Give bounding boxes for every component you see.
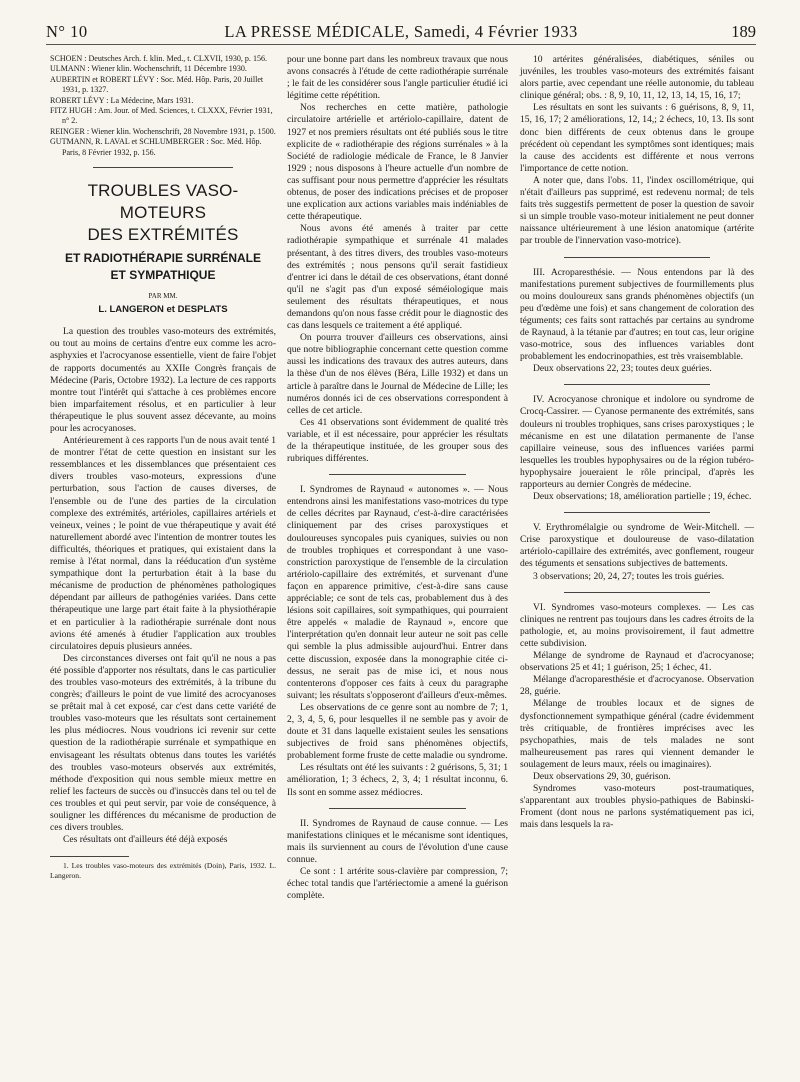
byline-prefix: PAR MM.: [148, 292, 178, 301]
paragraph: A noter que, dans l'obs. 11, l'index oscillométrique, qui n'était d'ailleurs pas supprimé, est redevenu normal; de tels faits très suggestifs permettent de poser la question de savoir si un simple trouble vaso-moteur initialement ne peut donner naissance ultérieurement à une lésion anatomique (artérite par trouble de l'innervation vaso-motrice).: [520, 174, 754, 247]
footnote-rule: [50, 856, 129, 857]
section-complex-syndromes: VI. Syndromes vaso-moteurs complexes. — Les cas cliniques ne rentrent pas toujours dans les cadres étroits de la pathologie, et, au moins provisoirement, il faut admettre cette subdivision.: [520, 601, 754, 649]
section-raynaud-autonomous: I. Syndromes de Raynaud « autonomes ». — Nous entendrons ainsi les manifestations vaso-motrices du type de celles décrites par Raynaud, c'est-à-dire caractérisées cliniquement par des crises paroxystiques et douloureuses syncopales puis cyaniques, suivies ou non de troubles trophiques et correspondant à une vaso-constriction paroxystique de l'ensemble de la circulation artériolo-capillaire des extrémités, et survenant d'une façon en apparence primitive, c'est-à-dire sans cause appréciable; ce sont de tels cas, probablement dus à des lésions soit capillaires, soit sympathiques, qui pourraient être appelés « maladie de Raynaud », encore que l'interprétation qu'en donnait leur auteur ne soit pas celle qui semble la plus admissible aujourd'hui. Entrer dans cette discussion, exposée dans la monographie citée ci-dessus, ne serait pas de mise ici, et nous nous contenterons d'opposer ces faits à ceux du paragraphe suivant; les résultats s'opposeront d'ailleurs d'eux-mêmes.: [287, 484, 508, 701]
reference-item: ULMANN : Wiener klin. Wochenschrift, 11 Décembre 1930.: [50, 64, 247, 74]
paragraph: Deux observations 29, 30, guérison.: [533, 770, 671, 782]
article-authors: L. LANGERON et DESPLATS: [98, 304, 228, 316]
section-divider: [564, 592, 709, 593]
running-header: [46, 18, 756, 45]
separator-rule: [93, 167, 233, 168]
column-2: [287, 54, 508, 902]
reference-item: SCHOEN : Deutsches Arch. f. klin. Med., t. CLXVII, 1930, p. 156.: [50, 54, 268, 63]
paragraph: Nos recherches en cette matière, pathologie circulatoire artérielle et artériolo-capillaire, datent de 1927 et nos premiers résultats ont été publiés sous le titre explicite de « radiothérapie des régions surrénales » à la Société de radiologie médicale de France, le 8 Janvier 1929 ; nous disposons à l'heure actuelle d'un nombre de cas suffisant pour nous permettre d'apprécier les résultats obtenus, de poser des indications précises et de proposer une explication aux actions variables mais indéniables de cette thérapeutique.: [287, 102, 508, 223]
page-number: 189: [731, 22, 756, 41]
reference-item: FITZ HUGH : Am. Jour. of Med. Sciences, t. CLXXX, Février 1931, n° 2.: [50, 106, 273, 126]
reference-item: ROBERT LÉVY : La Médecine, Mars 1931.: [50, 95, 194, 105]
article-subtitle-line-2: ET SYMPATHIQUE: [110, 268, 216, 283]
paragraph: Les résultats ont été les suivants : 2 guérisons, 5, 31; 1 amélioration, 1; 3 échecs, 2, 3, 4; 1 résultat inconnu, 6. Ils sont en somme assez médiocres.: [287, 762, 508, 798]
article-title-line-1: TROUBLES VASO-MOTEURS: [87, 181, 239, 223]
section-divider: [329, 808, 466, 809]
section-divider: [564, 384, 709, 385]
article-title-line-2: DES EXTRÉMITÉS: [87, 225, 239, 245]
article-subtitle-line-1: ET RADIOTHÉRAPIE SURRÉNALE: [64, 251, 261, 266]
reference-item: GUTMANN, R. LAVAL et SCHLUMBERGER : Soc. Méd. Hôp. Paris, 8 Février 1932, p. 156.: [50, 137, 262, 157]
section-divider: [564, 512, 709, 513]
paragraph: Ce sont : 1 artérite sous-clavière par compression, 7; échec total tandis que l'artériectomie a amené la guérison complète.: [287, 866, 508, 902]
column-1: [50, 54, 276, 881]
section-divider: [329, 474, 466, 475]
paragraph: 3 observations; 20, 24, 27; toutes les trois guéries.: [533, 570, 725, 582]
reference-item: AUBERTIN et ROBERT LÉVY : Soc. Méd. Hôp. Paris, 20 Juillet 1931, p. 1327.: [50, 74, 264, 95]
section-erythromelalgia: V. Erythromélalgie ou syndrome de Weir-Mitchell. — Crise paroxystique et douloureuse de vaso-dilatation artériolo-capillaire des extrémités, avec gonflement, rougeur des téguments et sensations subjectives de battements.: [520, 522, 754, 570]
paragraph: Ces résultats ont d'ailleurs été déjà exposés: [63, 834, 228, 846]
paragraph: pour une bonne part dans les nombreux travaux que nous avons consacrés à l'étude de cette radiothérapie surrénale ; le fait de les considérer sous l'angle particulier étudié ici légitime cette répétition.: [287, 54, 508, 102]
section-acroparesthesia: III. Acroparesthésie. — Nous entendons par là des manifestations purement subjectives de fourmillements plus ou moins douloureux sans grands phénomènes objectifs (un peu d'œdème une fois) et sans changement de coloration des téguments; ces faits sont rattachés par certains au syndrome de Raynaud, à la tétanie par d'autres; en tout cas, leur origine vaso-motrice, sous des influences variables dont probablement les endocrinopathies, est très vraisemblable.: [520, 266, 754, 363]
paragraph: Deux observations 22, 23; toutes deux guéries.: [533, 363, 712, 375]
section-raynaud-known-cause: II. Syndromes de Raynaud de cause connue. — Les manifestations cliniques et le mécanisme sont identiques, mais ils surviennent au cours de l'évolution d'une cause connue.: [287, 817, 508, 865]
issue-number: N° 10: [46, 22, 88, 41]
paragraph: Mélange de syndrome de Raynaud et d'acrocyanose; observations 25 et 41; 1 guérison, 25; 1 échec, 41.: [520, 650, 754, 674]
footnote: 1. Les troubles vaso-moteurs des extrémités (Doin), Paris, 1932. L. Langeron.: [50, 861, 276, 881]
column-3: [520, 54, 754, 831]
paragraph: Ces 41 observations sont évidemment de qualité très variable, et il est nécessaire, pour apprécier les résultats de la thérapeutique instituée, de les grouper sous des rubriques différentes.: [287, 416, 508, 465]
journal-title-date: LA PRESSE MÉDICALE, Samedi, 4 Février 1933: [224, 22, 578, 41]
paragraph: 10 artérites généralisées, diabétiques, séniles ou juvéniles, les troubles vaso-moteurs des extrémités faisant alors partie, avec cependant une réelle autonomie, du tableau clinique général; obs. : 8, 9, 10, 11, 12, 13, 14, 15, 16, 17;: [520, 54, 754, 102]
paragraph: Les observations de ce genre sont au nombre de 7; 1, 2, 3, 4, 5, 6, pour lesquelles il ne semble pas y avoir de doute et 31 dans laquelle existaient seules les sensations subjectives de froid sans phénomènes objectifs, probablement forme fruste de cette maladie ou syndrome.: [287, 701, 508, 762]
reference-item: REINGER : Wiener klin. Wochenschrift, 28 Novembre 1931, p. 1500.: [50, 126, 276, 136]
paragraph: Mélange d'acroparesthésie et d'acrocyanose. Observation 28, guérie.: [520, 674, 754, 698]
paragraph: Des circonstances diverses ont fait qu'il ne nous a pas été possible d'apporter nos résultats, dans le cas particulier des troubles vaso-moteurs des extrémités, à la tribune du congrès; d'ailleurs le point de vue limité des acrocyanoses se prêtait mal à cet exposé, car c'est dans cette variété de troubles vaso-moteurs que les résultats sont certainement les plus médiocres. Nous voudrions ici revenir sur cette question de la radiothérapie surrénale et sympathique en envisageant les résultats obtenus dans toutes les variétés des troubles vaso-moteurs observés aux extrémités, méthode d'exposition qui nous semble mieux mettre en relief les facteurs de succès ou d'insuccès dans tel ou tel de ces troubles et qui peut servir, par voie de conséquence, à souligner les différences du mécanisme de production de ces divers troubles.: [50, 652, 276, 834]
paragraph: On pourra trouver d'ailleurs ces observations, ainsi que notre bibliographie concernant cette question comme aussi les indications des travaux des autres auteurs, dans la thèse d'un de nos élèves (Béra, Lille 1932) et dans un article à paraître dans le Journal de Médecine de Lille; les numéros donnés ici de ces observations correspondent à celles de cet article.: [287, 332, 508, 416]
paragraph: Syndromes vaso-moteurs post-traumatiques, s'apparentant aux troubles physio-pathiques de Babinski-Froment (dont nous ne parlons systématiquement pas ici, mais dans lesquels la ra-: [520, 783, 754, 831]
section-divider: [564, 257, 709, 258]
paragraph: Deux observations; 18, amélioration partielle ; 19, échec.: [533, 491, 752, 503]
section-acrocyanosis: IV. Acrocyanose chronique et indolore ou syndrome de Crocq-Cassirer. — Cyanose permanente des extrémités, sans douleurs ni troubles trophiques, sans crises paroxystiques ; le mécanisme en est une dilatation permanente de l'anse capillaire veineuse, sous des influences variées parmi lesquelles les troubles hypophysaires ou de la région tubéro-hypophysaire joueraient le rôle principal, d'après les rapporteurs au dernier Congrès de médecine.: [520, 394, 754, 490]
paragraph: Les résultats en sont les suivants : 6 guérisons, 8, 9, 11, 15, 16, 17; 2 améliorations, 12, 14,; 2 échecs, 10, 13. Ils sont donc bien différents de ceux obtenus dans le groupe précédent où cependant les symptômes sont identiques; mais la cause des accidents est différente et nous verrons l'importance de cette notion.: [520, 102, 754, 174]
paragraph: Nous avons été amenés à traiter par cette radiothérapie sympathique et surrénale 41 malades présentant, à des titres divers, des troubles vaso-moteurs des extrémités ; nous pensons qu'il serait fastidieux d'entrer ici dans le détail de ces observations, étant donné qu'il ne s'agit pas d'un exposé séméiologique mais seulement des résultats thérapeutiques, et nous demandons qu'on nous fasse crédit pour le diagnostic des cas dans lesquels ce traitement a été appliqué.: [287, 223, 508, 332]
paragraph: Mélange de troubles locaux et de signes de dysfonctionnement sympathique général (cadre évidemment très critiquable, de frontières imprécises avec les psychopathies, mais de tels malades ne sont malheureusement pas rares qui viennent demander le soulagement de leurs maux, réels ou imaginaires).: [520, 698, 754, 770]
article-subtitle: [50, 250, 276, 284]
article-title: [50, 180, 276, 246]
reference-list: [50, 54, 276, 158]
paragraph: Antérieurement à ces rapports l'un de nous avait tenté 1 de montrer l'état de cette question en insistant sur les ressemblances et les dissemblances que présentaient ces divers troubles vaso-moteurs, expressions d'une perturbation, sous l'action de causes diverses, de l'ensemble ou de l'une des parties de la circulation complexe des extrémités, artérioles, capillaires artériels et veineux, veines ; le point de vue thérapeutique y avait été naturellement abordé avec l'intention de montrer toutes les difficultés, théoriques et pratiques, qui existaient dans la remise à l'état normal, dans la rééducation d'un système sympathique dont la perturbation était à la base du mécanisme de production de phénomènes pathologiques dépendant par ailleurs de pathogénies variées. Dans cette thérapeutique une large part était faite à la physiothérapie et en particulier à la radiothérapie surrénale dont nous avions été amenés à étudier l'application aux troubles circulatoires depuis plusieurs années.: [50, 435, 276, 652]
paragraph: La question des troubles vaso-moteurs des extrémités, ou tout au moins de certains d'entre eux comme les acro-asphyxies et l'acrocyanose essentielle, vient de faire l'objet de rapports documentés au XXIIe Congrès français de Médecine (Paris, Octobre 1932). La lecture de ces rapports montre tout l'intérêt qui s'attache à ces problèmes encore bien imparfaitement résolus, et en particulier à leur thérapeutique le plus souvent assez décevante, au moins pour les acrocyanoses.: [50, 326, 276, 434]
